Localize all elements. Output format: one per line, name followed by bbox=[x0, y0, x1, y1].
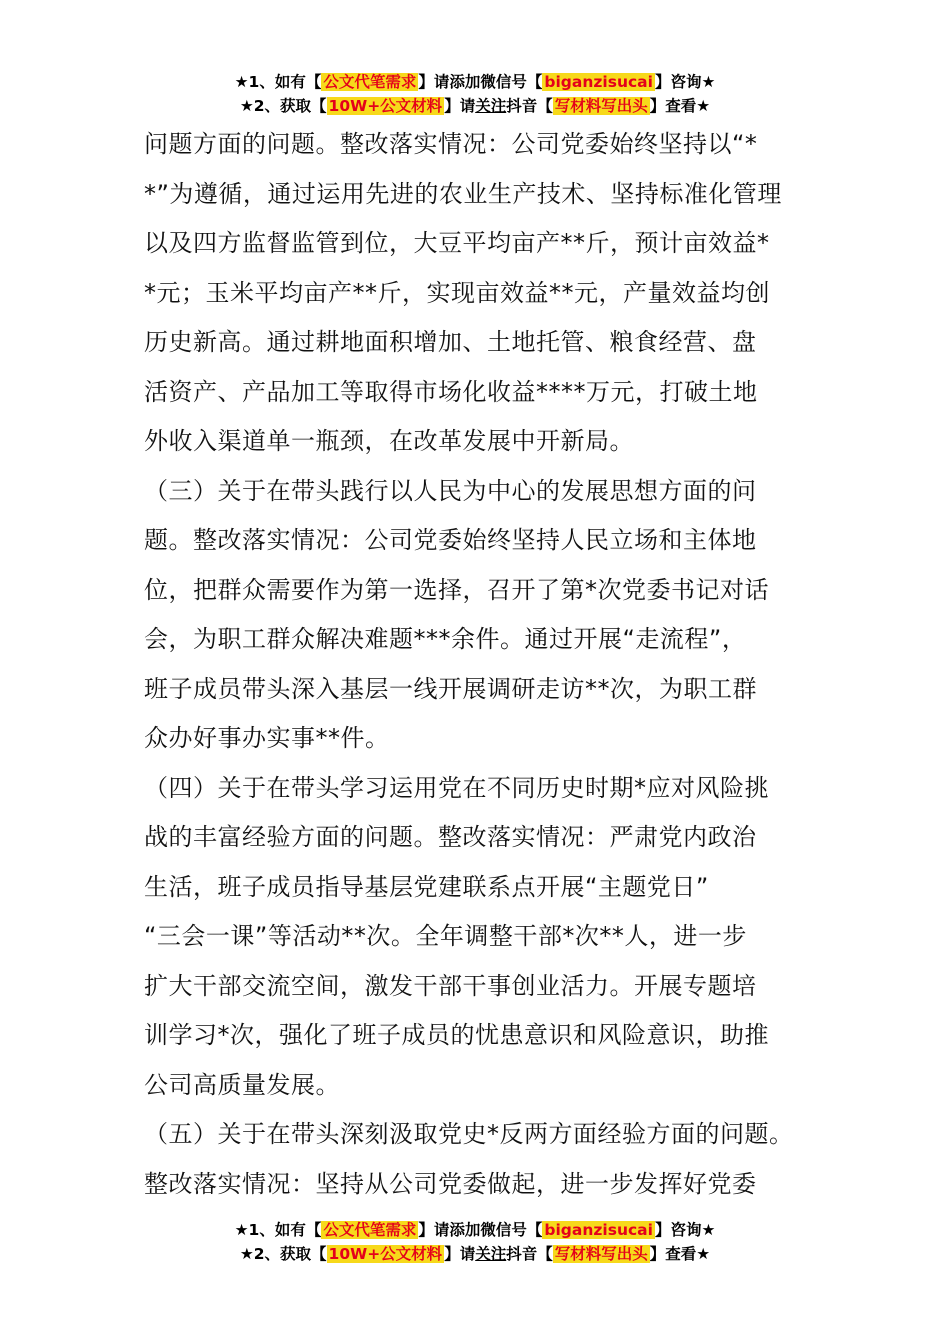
banner-text: 】请 bbox=[444, 1245, 476, 1263]
text-line: 训学习*次，强化了班子成员的忧患意识和风险意识，助推 bbox=[144, 1021, 769, 1049]
banner-text: 】请 bbox=[444, 97, 476, 115]
banner-highlight: biganzisucai bbox=[544, 73, 653, 91]
document-body bbox=[144, 120, 824, 1209]
banner-text: 】咨询★ bbox=[654, 1221, 716, 1239]
banner-highlight: 写材料写出头 bbox=[554, 1245, 648, 1263]
text-line: 外收入渠道单一瓶颈，在改革发展中开新局。 bbox=[144, 427, 634, 455]
footer-banner bbox=[0, 1218, 950, 1266]
text-line: 生活，班子成员指导基层党建联系点开展“主题党日” bbox=[144, 872, 709, 901]
text-line: 众办好事办实事**件。 bbox=[144, 724, 390, 752]
text-line: 问题方面的问题。整改落实情况：公司党委始终坚持以“* bbox=[144, 130, 758, 158]
banner-text: ★1、如有【 bbox=[234, 1221, 322, 1239]
banner-highlight: 公文代笔需求 bbox=[323, 1221, 417, 1239]
banner-highlight: biganzisucai bbox=[544, 1221, 653, 1239]
text-line: “三会一课”等活动**次。全年调整干部*次**人，进一步 bbox=[144, 922, 747, 950]
banner-line-2 bbox=[0, 94, 950, 118]
banner-text: 】查看★ bbox=[649, 97, 711, 115]
text-line: 历史新高。通过耕地面积增加、土地托管、粮食经营、盘 bbox=[144, 328, 757, 356]
banner-text: 加 bbox=[464, 73, 481, 91]
banner-text: 】查看★ bbox=[649, 1245, 711, 1263]
text-line: 扩大干部交流空间，激发干部干事创业活力。开展专题培 bbox=[144, 971, 757, 1000]
banner-text: 关注 bbox=[475, 97, 507, 115]
banner-text: 关注 bbox=[475, 1245, 507, 1263]
banner-highlight: 写材料写出头 bbox=[554, 97, 648, 115]
text-line: （五）关于在带头深刻汲取党史*反两方面经验方面的问题。 bbox=[144, 1120, 794, 1148]
banner-text: 微信号【 bbox=[480, 1221, 543, 1239]
banner-highlight: 10W+公文材料 bbox=[328, 97, 443, 115]
banner-line-2 bbox=[0, 1242, 950, 1266]
text-line: 整改落实情况：坚持从公司党委做起，进一步发挥好党委 bbox=[144, 1169, 757, 1198]
text-line: 位，把群众需要作为第一选择，召开了第*次党委书记对话 bbox=[144, 575, 769, 604]
banner-text: 抖音【 bbox=[506, 97, 553, 115]
banner-text: ★2、获取【 bbox=[239, 97, 327, 115]
banner-line-1 bbox=[0, 1218, 950, 1242]
banner-text: 】请添 bbox=[418, 73, 465, 91]
banner-text: 抖音【 bbox=[506, 1245, 553, 1263]
text-line: 公司高质量发展。 bbox=[144, 1070, 340, 1099]
banner-text: 加 bbox=[464, 1221, 481, 1239]
banner-highlight: 10W+公文材料 bbox=[328, 1245, 443, 1263]
banner-text: ★1、如有【 bbox=[234, 73, 322, 91]
text-line: （四）关于在带头学习运用党在不同历史时期*应对风险挑 bbox=[144, 773, 769, 802]
text-line: *”为遵循，通过运用先进的农业生产技术、坚持标准化管理 bbox=[144, 179, 782, 208]
text-line: 活资产、产品加工等取得市场化收益****万元，打破土地 bbox=[144, 377, 758, 406]
text-line: （三）关于在带头践行以人民为中心的发展思想方面的问 bbox=[144, 476, 757, 505]
banner-text: 】咨询★ bbox=[654, 73, 716, 91]
banner-line-1 bbox=[0, 70, 950, 94]
banner-text: 微信号【 bbox=[480, 73, 543, 91]
banner-text: 】请添 bbox=[418, 1221, 465, 1239]
banner-highlight: 公文代笔需求 bbox=[323, 73, 417, 91]
text-line: 班子成员带头深入基层一线开展调研走访**次，为职工群 bbox=[144, 674, 757, 703]
text-line: *元；玉米平均亩产**斤，实现亩效益**元，产量效益均创 bbox=[144, 278, 770, 307]
text-line: 以及四方监督监管到位，大豆平均亩产**斤，预计亩效益* bbox=[144, 229, 770, 257]
text-line: 会，为职工群众解决难题***余件。通过开展“走流程”， bbox=[144, 625, 747, 653]
header-banner bbox=[0, 70, 950, 118]
text-line: 题。整改落实情况：公司党委始终坚持人民立场和主体地 bbox=[144, 526, 757, 554]
banner-text: ★2、获取【 bbox=[239, 1245, 327, 1263]
text-line: 战的丰富经验方面的问题。整改落实情况：严肃党内政治 bbox=[144, 823, 757, 851]
